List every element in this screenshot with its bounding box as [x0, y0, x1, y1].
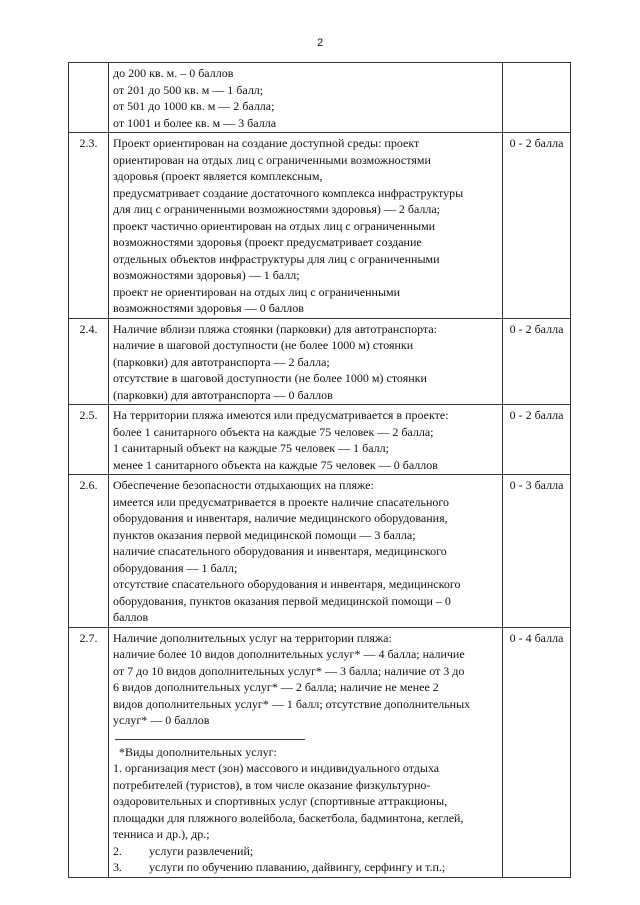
footnote-item-line: 1. организация мест (зон) массового и индивидуального отдыха	[113, 761, 440, 775]
text-line: от 501 до 1000 кв. м — 2 балла;	[113, 99, 275, 113]
footnote-divider	[115, 739, 305, 740]
row-number: 2.5.	[69, 405, 109, 475]
text-line: отдельных объектов инфраструктуры для лиц с ограниченными	[113, 251, 440, 266]
footnote-title: *Виды дополнительных услуг:	[119, 744, 277, 759]
text-line: от 1001 и более кв. м — 3 балла	[113, 115, 277, 130]
footnote-item-line: площадки для пляжного волейбола, баскетбола, бадминтона, кеглей,	[113, 810, 464, 825]
text-line: менее 1 санитарного объекта на каждые 75 человек — 0 баллов	[113, 457, 438, 472]
list-item-text: услуги развлечений;	[149, 843, 254, 858]
text-line: отсутствие в шаговой доступности (не более 1000 м) стоянки	[113, 371, 427, 385]
table-row	[69, 405, 571, 475]
text-line: Наличие дополнительных услуг на территории пляжа:	[113, 630, 392, 645]
criterion-description	[109, 627, 503, 877]
criterion-description	[109, 405, 503, 475]
criterion-score	[503, 63, 571, 133]
footnote-item-line: тенниса и др.), др.;	[113, 827, 210, 841]
text-line: здоровья (проект является комплексным,	[113, 169, 323, 183]
text-line: Обеспечение безопасности отдыхающих на пляже:	[113, 478, 374, 492]
text-line: оборудования — 1 балл;	[113, 560, 238, 575]
row-number: 2.3.	[69, 133, 109, 319]
text-line: от 7 до 10 видов дополнительных услуг* — 3 балла; наличие от 3 до	[113, 663, 465, 678]
text-line: баллов	[113, 610, 149, 624]
criterion-description	[109, 475, 503, 628]
table-row	[69, 475, 571, 628]
criterion-score: 0 - 4 балла	[503, 627, 571, 877]
text-line: услуг* — 0 баллов	[113, 713, 210, 727]
footnote-item-line: оздоровительных и спортивных услуг (спортивные аттракционы,	[113, 794, 448, 808]
text-line: видов дополнительных услуг* — 1 балл; отсутствие дополнительных	[113, 696, 471, 711]
text-line: возможностями здоровья (проект предусматривает создание	[113, 235, 422, 249]
criterion-description	[109, 63, 503, 133]
text-line: ориентирован на отдых лиц с ограниченными возможностями	[113, 152, 431, 167]
list-item-text: услуги по обучению плаванию, дайвингу, серфингу и т.п.;	[149, 860, 446, 874]
table-row	[69, 63, 571, 133]
criterion-description	[109, 318, 503, 405]
text-line: наличие более 10 видов дополнительных услуг* — 4 балла; наличие	[113, 647, 465, 661]
text-line: предусматривает создание достаточного комплекса инфраструктуры	[113, 185, 464, 200]
list-marker: 2.	[113, 843, 122, 858]
text-line: оборудования и инвентаря, наличие медицинского оборудования,	[113, 511, 448, 525]
table-row	[69, 133, 571, 319]
text-line: 6 видов дополнительных услуг* — 2 балла; наличие не менее 2	[113, 680, 439, 694]
text-line: для лиц с ограниченными возможностями здоровья) — 2 балла;	[113, 202, 441, 216]
footnote-list-item	[113, 843, 498, 860]
text-line: отсутствие спасательного оборудования и инвентаря, медицинского	[113, 577, 461, 591]
row-number: 2.7.	[69, 627, 109, 877]
criterion-score: 0 - 2 балла	[503, 318, 571, 405]
text-line: Наличие вблизи пляжа стоянки (парковки) для автотранспорта:	[113, 321, 437, 336]
text-line: имеется или предусматривается в проекте наличие спасательного	[113, 494, 449, 509]
text-line: пунктов оказания первой медицинской помощи — 3 балла;	[113, 527, 416, 542]
criteria-table	[68, 62, 571, 878]
criterion-score: 0 - 2 балла	[503, 133, 571, 319]
table-row	[69, 318, 571, 405]
text-line: (парковки) для автотранспорта — 0 баллов	[113, 387, 333, 402]
text-line: На территории пляжа имеются или предусматривается в проекте:	[113, 408, 449, 422]
criterion-score: 0 - 3 балла	[503, 475, 571, 628]
text-line: до 200 кв. м. – 0 баллов	[113, 66, 234, 80]
text-line: проект не ориентирован на отдых лиц с ограниченными	[113, 284, 401, 299]
text-line: возможностями здоровья) — 1 балл;	[113, 268, 300, 282]
page-number: 2	[316, 37, 324, 49]
text-line: возможностями здоровья — 0 баллов	[113, 301, 304, 315]
text-line: оборудования, пунктов оказания первой медицинской помощи – 0	[113, 593, 451, 608]
text-line: от 201 до 500 кв. м — 1 балл;	[113, 82, 264, 97]
text-line: проект частично ориентирован на отдых лиц с ограниченными	[113, 218, 436, 233]
row-number	[69, 63, 109, 133]
text-line: Проект ориентирован на создание доступной среды: проект	[113, 136, 420, 150]
criterion-score: 0 - 2 балла	[503, 405, 571, 475]
text-line: 1 санитарный объект на каждые 75 человек — 1 балл;	[113, 441, 389, 455]
text-line: более 1 санитарного объекта на каждые 75 человек — 2 балла;	[113, 424, 434, 439]
table-row	[69, 627, 571, 877]
text-line: наличие спасательного оборудования и инвентаря, медицинского	[113, 544, 447, 558]
list-marker: 3.	[113, 860, 122, 874]
row-number: 2.4.	[69, 318, 109, 405]
footnote-list-item	[113, 859, 498, 876]
text-line: (парковки) для автотранспорта — 2 балла;	[113, 354, 330, 369]
text-line: наличие в шаговой доступности (не более 1000 м) стоянки	[113, 338, 414, 352]
row-number: 2.6.	[69, 475, 109, 628]
criterion-description	[109, 133, 503, 319]
footnote-item-line: потребителей (туристов), в том числе оказание физкультурно-	[113, 777, 431, 792]
